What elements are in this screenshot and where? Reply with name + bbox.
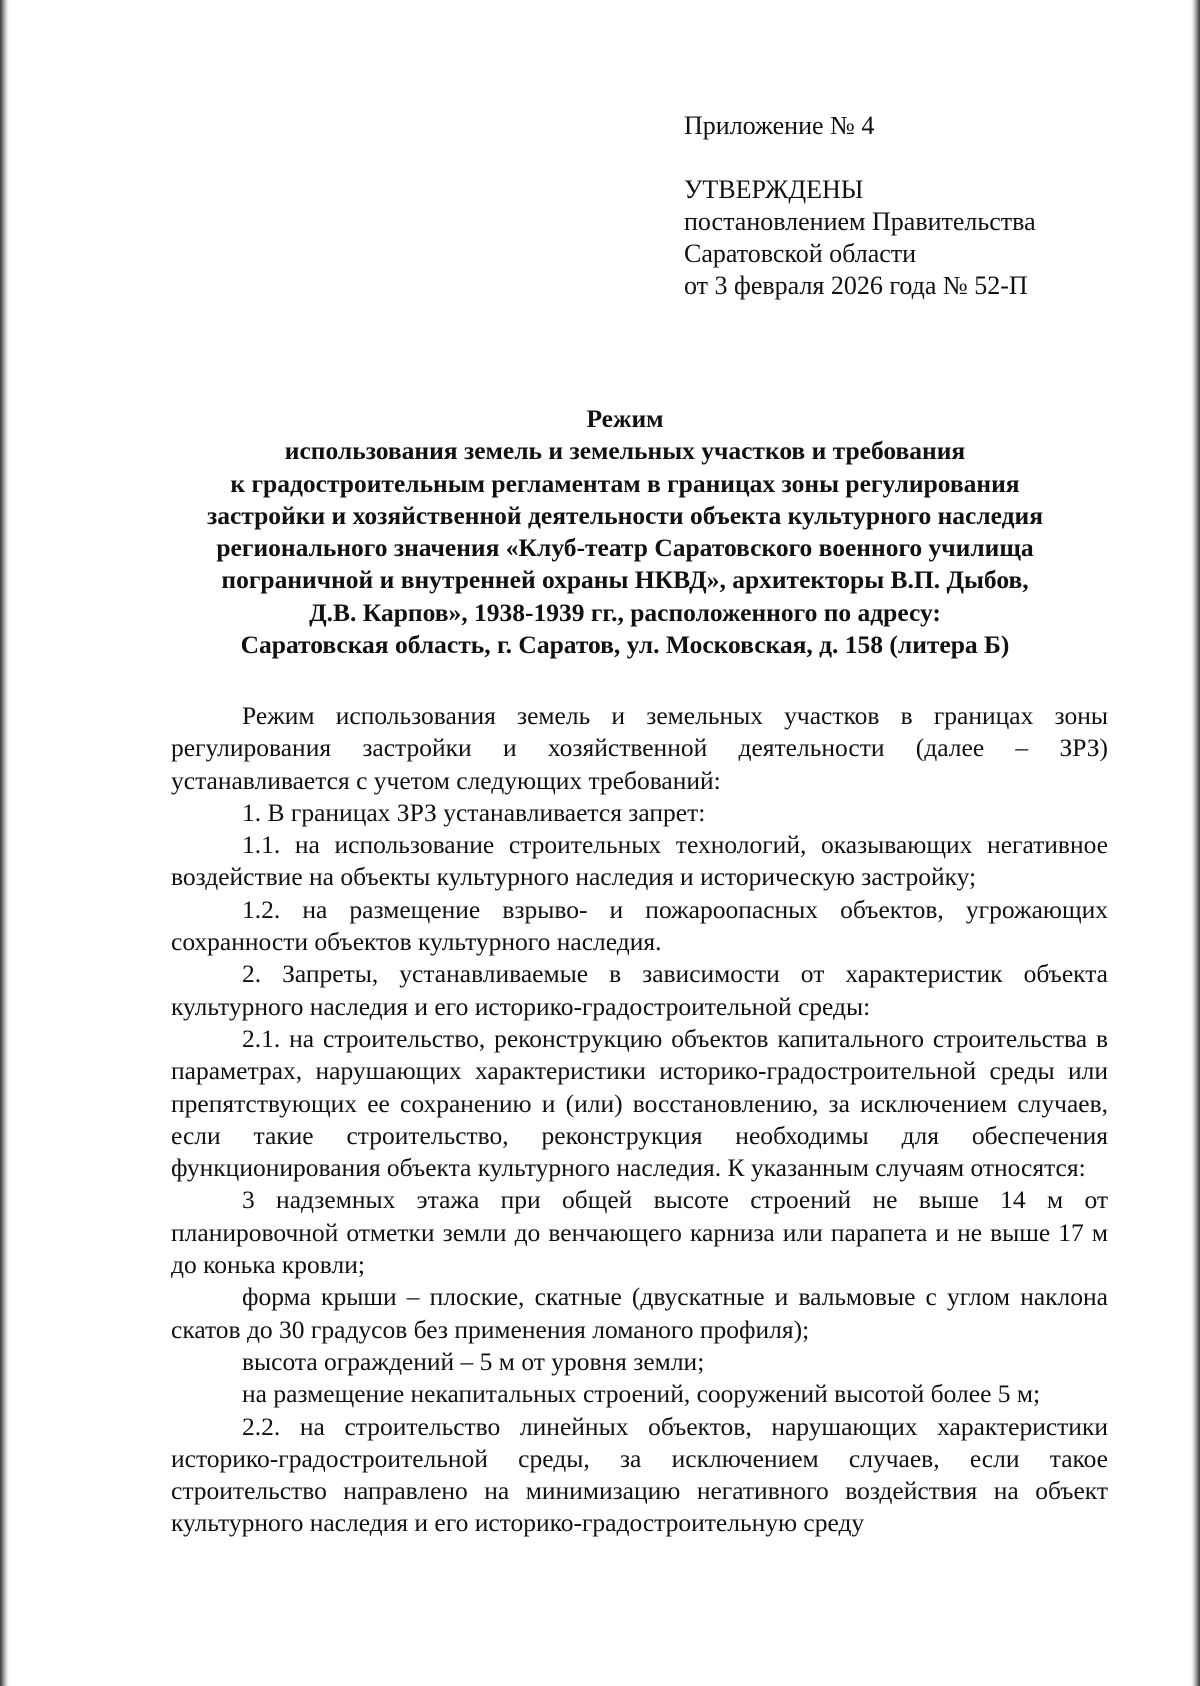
body-paragraph: форма крыши – плоские, скатные (двускатные и вальмовые с углом наклона скатов до 30 градусов без применения ломаного профиля); (171, 1282, 1108, 1344)
scan-edge-right (1191, 0, 1200, 1686)
body-paragraph: 1.2. на размещение взрыво- и пожароопасных объектов, угрожающих сохранности объектов культурного наследия. (171, 894, 1108, 957)
body-paragraph: высота ограждений – 5 м от уровня земли; (242, 1346, 705, 1376)
approved-by-line-1: постановлением Правительства (684, 207, 1036, 236)
title-line: к градостроительным регламентам в границах зоны регулирования (230, 468, 1020, 498)
body-paragraph: 1. В границах ЗРЗ устанавливается запрет: (242, 797, 706, 827)
approved-heading: УТВЕРЖДЕНЫ (684, 175, 864, 204)
body-paragraph: 2.2. на строительство линейных объектов, нарушающих характеристики историко-градостроительной среды, за исключением случаев, если такое строительство направлено на минимизацию негативного воздействия на объект культурного наследия и его историко-градостроительную среду (171, 1411, 1108, 1538)
body-paragraph: Режим использования земель и земельных участков в границах зоны регулирования застройки и хозяйственной деятельности (далее – ЗРЗ) устанавливается с учетом следующих требований: (171, 701, 1108, 795)
document-title (160, 403, 1090, 661)
document-body (171, 700, 1108, 1540)
body-paragraph: на размещение некапитальных строений, сооружений высотой более 5 м; (242, 1379, 1041, 1409)
appendix-number: Приложение № 4 (684, 111, 875, 140)
body-paragraph: 3 надземных этажа при общей высоте строений не выше 14 м от планировочной отметки земли до венчающего карниза или парапета и не выше 17 м до конька кровли; (171, 1185, 1108, 1280)
approved-date: от 3 февраля 2026 года № 52-П (684, 271, 1028, 300)
body-paragraph: 2.1. на строительство, реконструкцию объектов капитального строительства в параметрах, нарушающих характеристики историко-градостроительной среды или препятствующих ее сохранению и (или) восстановлению, за исключением случаев, если такие строительство, реконструкция необходимы для обеспечения функционирования объекта культурного наследия. К указанным случаям относятся: (171, 1023, 1108, 1183)
title-line: Саратовская область, г. Саратов, ул. Московская, д. 158 (литера Б) (240, 630, 1010, 660)
title-line: Д.В. Карпов», 1938-1939 гг., расположенного по адресу: (309, 597, 941, 627)
title-line: Режим (586, 404, 664, 433)
title-line: использования земель и земельных участков и требования (284, 436, 966, 466)
title-line: застройки и хозяйственной деятельности объекта культурного наследия (206, 500, 1044, 530)
title-line: регионального значения «Клуб-театр Саратовского военного училища (216, 533, 1034, 563)
body-paragraph: 1.1. на использование строительных технологий, оказывающих негативное воздействие на объекты культурного наследия и историческую застройку; (171, 830, 1108, 892)
approval-block (684, 110, 1164, 302)
body-paragraph: 2. Запреты, устанавливаемые в зависимости от характеристик объекта культурного наследия и его историко-градостроительной среды: (171, 959, 1108, 1021)
scan-edge-left (0, 0, 9, 1686)
title-line: пограничной и внутренней охраны НКВД», архитекторы В.П. Дыбов, (221, 565, 1029, 595)
approved-by-line-2: Саратовской области (684, 239, 917, 268)
